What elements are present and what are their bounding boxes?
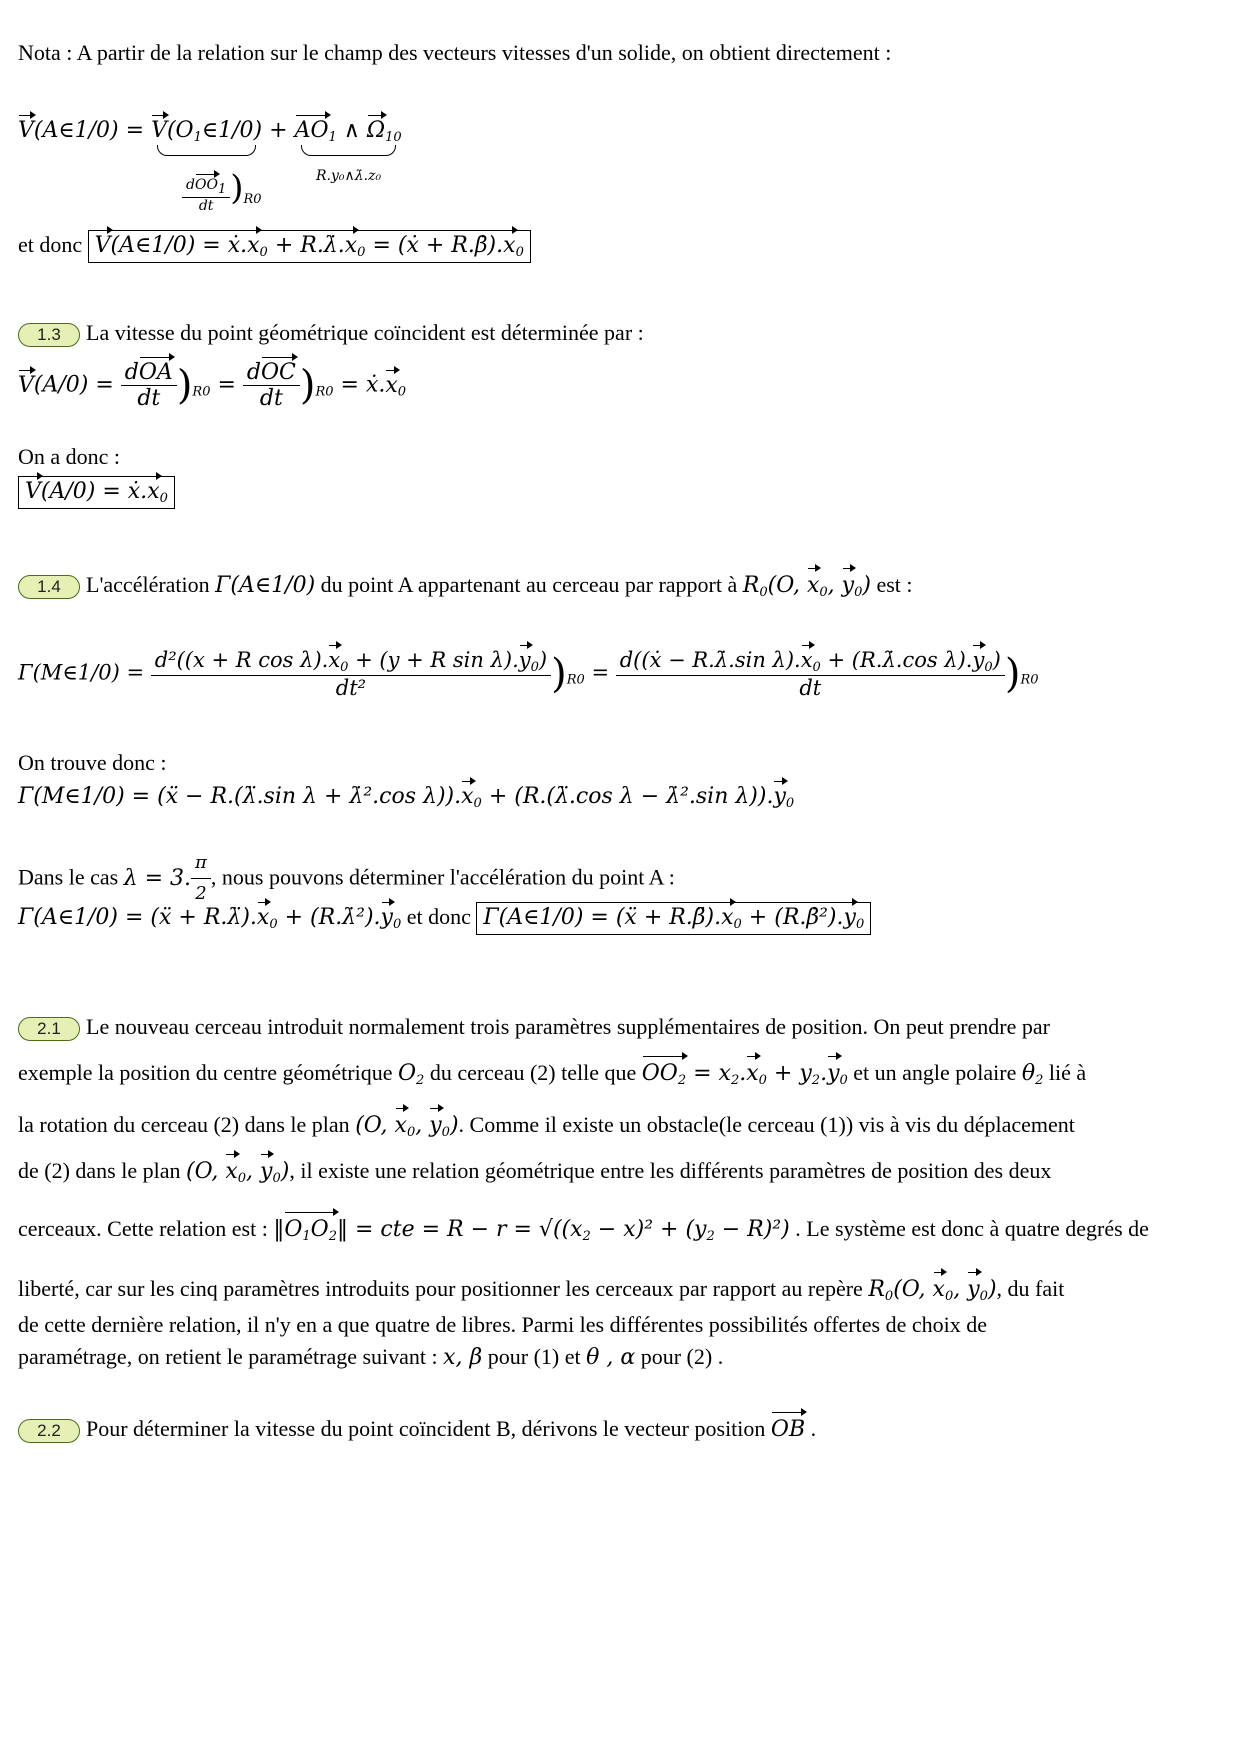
section-badge-1-4: 1.4 bbox=[18, 575, 80, 599]
section-2-1-line-1 bbox=[18, 1012, 1050, 1042]
on-a-donc-text: On a donc : bbox=[18, 444, 121, 469]
s21-l2c: et un angle polaire bbox=[853, 1060, 1017, 1085]
acceleration-general-equation: Γ(M∈1/0) = (ẍ − R.(λ̈.sin λ + λ̇².cos $\lambda)).x_0$ + (R.(λ̈.cos λ − λ̇².sin $\lambda)).y_0$ bbox=[18, 784, 795, 811]
velocity-result-line bbox=[18, 230, 531, 263]
s22-text-a: Pour déterminer la vitesse du point coïncident B, dérivons le vecteur position bbox=[86, 1416, 766, 1441]
section-1-3-heading bbox=[18, 318, 644, 348]
section-2-1-line-3: la rotation du cerceau (2) dans le plan (O, $x_0$, $y_0$). Comme il existe un obstacle(le cerceau (1)) vis à vis du déplacement bbox=[18, 1112, 1075, 1140]
section-2-1-line-8: paramétrage, on retient le paramétrage suivant : x, β pour (1) et θ , α pour (2) . bbox=[18, 1344, 724, 1370]
s21-l8c: pour (2) . bbox=[640, 1344, 724, 1369]
s22-text-b: . bbox=[810, 1416, 817, 1441]
section-1-3-text: La vitesse du point géométrique coïncident est déterminée par : bbox=[86, 320, 644, 345]
nota-paragraph: Nota : A partir de la relation sur le champ des vecteurs vitesses d'un solide, on obtient directement : bbox=[18, 40, 892, 65]
on-trouve-text: On trouve donc : bbox=[18, 750, 167, 775]
section-2-1-line-7: de cette dernière relation, il n'y en a que quatre de libres. Parmi les différentes possibilités offertes de choix de bbox=[18, 1312, 987, 1337]
velocity-field-equation: V(A∈1/0) = $V(O_1\in 1/0)$ + $AO_1$ ∧ $\Omega_{10}$ bbox=[18, 118, 402, 156]
boxed-coincident-velocity: $V(A/0) = ẋ.x_0$ bbox=[18, 476, 175, 509]
s21-l6b: , du fait bbox=[996, 1276, 1065, 1301]
acceleration-derivative-equation: Γ(M∈1/0) = $\frac{d^2((x + R \cos \lambda).x_0 + (y + R \sin \lambda).y_0)}{\text{dt²}}$ )$_{R0}$ = $\frac{d((ẋ - R.\lambdȧ.\sin \lambda).x_0 + (R.\lambdȧ.\cos \lambda).y_0)}{dt}$ )$_{R0}$ bbox=[18, 648, 1039, 700]
section-2-1-line-4: de (2) dans le plan (O, $x_0$, $y_0$), il existe une relation géométrique entre les différents paramètres de position des deux bbox=[18, 1158, 1052, 1186]
et-donc-label-2: et donc bbox=[406, 904, 471, 929]
section-badge-1-3: 1.3 bbox=[18, 323, 80, 347]
section-badge-2-1: 2.1 bbox=[18, 1017, 80, 1041]
s21-l2b: du cerceau (2) telle que bbox=[429, 1060, 637, 1085]
section-1-4-heading: 1.4 L'accélération Γ(A∈1/0) du point A appartenant au cerceau par rapport à $R_0(O$, $x_0$, $y_0$) est : bbox=[18, 570, 913, 608]
dans-cas-text-b: , nous pouvons déterminer l'accélération du point A : bbox=[210, 864, 675, 890]
coincident-velocity-equation: V(A/0) = $\frac{\text{dOA}}{dt}$ )$_{R0}$ = $\frac{\text{dOC}}{dt}$ )$_{R0}$ = $ẋ.x_0$ bbox=[18, 360, 407, 411]
s21-l2d: lié à bbox=[1048, 1060, 1087, 1085]
s21-l2a: exemple la position du centre géométrique bbox=[18, 1060, 393, 1085]
underbrace-label-left: $\frac{\text{dOO1}}{dt}$ )R0 bbox=[182, 168, 262, 214]
s21-l5a: cerceaux. Cette relation est : bbox=[18, 1216, 268, 1241]
et-donc-label: et donc bbox=[18, 232, 83, 257]
s14-text-b: du point A appartenant au cerceau par rapport à bbox=[320, 572, 738, 597]
section-2-1-line-2: exemple la position du centre géométrique $O_2$ du cerceau (2) telle que $OO_2 = x_2.x_0 + y_2.y_0$ et un angle polaire $\theta_2$ lié à bbox=[18, 1058, 1086, 1096]
section-2-2-heading: 2.2 Pour déterminer la vitesse du point coïncident B, dérivons le vecteur position OB . bbox=[18, 1414, 816, 1445]
s21-l5b: . Le système est donc à quatre degrés de bbox=[795, 1216, 1149, 1241]
s21-l3b: . Comme il existe un obstacle(le cerceau (1)) vis à vis du déplacement bbox=[458, 1112, 1075, 1137]
s21-l4b: , il existe une relation géométrique entre les différents paramètres de position des deux bbox=[289, 1158, 1052, 1183]
underbrace-label-right: R.y₀∧λ̇.z₀ bbox=[316, 168, 382, 184]
section-2-1-line-6: liberté, car sur les cinq paramètres introduits pour positionner les cerceaux par rapport au repère $R_0(O$, $x_0$, $y_0$), du fait bbox=[18, 1276, 1065, 1304]
section-badge-2-2: 2.2 bbox=[18, 1419, 80, 1443]
s14-text-a: L'accélération bbox=[86, 572, 210, 597]
s21-l8b: pour (1) et bbox=[487, 1344, 581, 1369]
acceleration-result-line: Γ(A∈1/0) = (ẍ + $R.\lambdä).x_0$ + $(R.\lambdȧ^2).y_0$ et donc Γ(A∈1/0) = (ẍ + $R.\betä).x_0$ + $(R.\betȧ^2).y_0$ bbox=[18, 902, 871, 935]
s14-text-c: est : bbox=[876, 572, 913, 597]
boxed-acceleration-result: Γ(A∈1/0) = (ẍ + $R.\betä).x_0$ + $(R.\betȧ^2).y_0$ bbox=[476, 902, 871, 935]
s21-line-1-text: Le nouveau cerceau introduit normalement trois paramètres supplémentaires de position. On peut prendre par bbox=[86, 1014, 1050, 1039]
dans-le-cas-line: Dans le cas λ = 3. $\frac{\pi}{2}$ , nous pouvons déterminer l'accélération du point A : bbox=[18, 848, 675, 909]
boxed-velocity-result: V(A∈1/0) = $ẋ.x_0$ + $R.\lambdȧ.x_0$ = (ẋ + $R.\betȧ).x_0$ bbox=[88, 230, 531, 263]
s21-l8a: paramétrage, on retient le paramétrage suivant : bbox=[18, 1344, 438, 1369]
dans-cas-text-a: Dans le cas bbox=[18, 864, 119, 890]
s21-l4a: de (2) dans le plan bbox=[18, 1158, 181, 1183]
s21-l6a: liberté, car sur les cinq paramètres introduits pour positionner les cerceaux par rapport au repère bbox=[18, 1276, 863, 1301]
section-2-1-line-5: cerceaux. Cette relation est : $‖O_1O_2‖$ = cte = $R - r = √((x_2 - x)^2 + (y_2 - R)^2)$ . Le système est donc à quatre degrés de bbox=[18, 1214, 1149, 1252]
s21-l3a: la rotation du cerceau (2) dans le plan bbox=[18, 1112, 350, 1137]
